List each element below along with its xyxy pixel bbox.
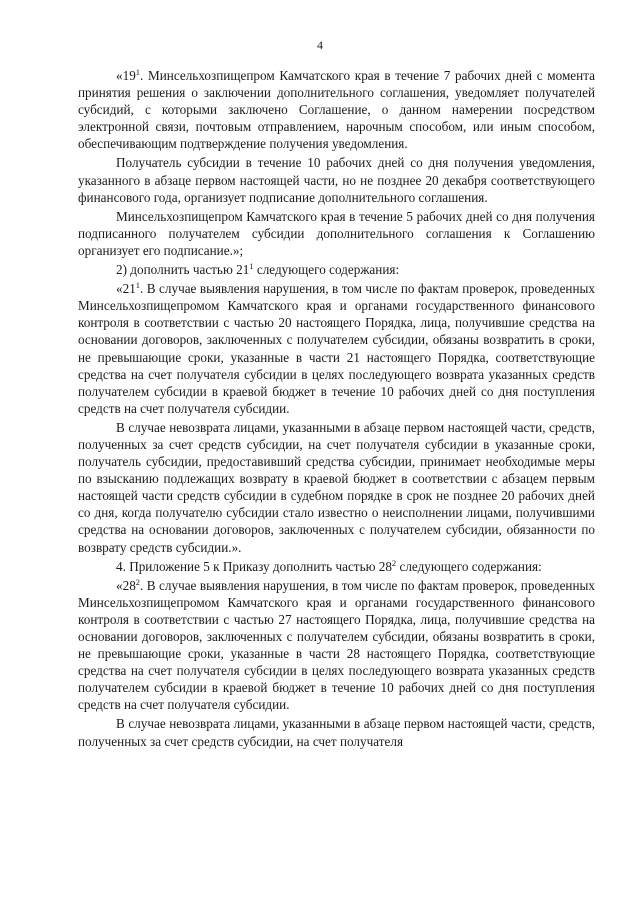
paragraph-appendix-5: 4. Приложение 5 к Приказу дополнить частью $28^2$ следующего содержания: bbox=[116, 557, 542, 574]
paragraph-19-1: «$19^1$. Минсельхозпищепром Камчатского края в течение 7 рабочих дней с момента принятия решения о заключении дополнительного соглашения, уведомляет получателей субсидий, с которыми заключено Соглашение, о данном намерении посредством электронной связи, почтовым отправлением, нарочным способом, или иным способом, обеспечивающим подтверждение получения уведомления. bbox=[78, 67, 595, 152]
paragraph-ministry-signing: Минсельхозпищепром Камчатского края в течение 5 рабочих дней со дня получения подписанного получателем субсидии дополнительного соглашения к Соглашению организует его подписание.»; bbox=[78, 208, 595, 258]
paragraph-28-2: «$28^2$. В случае выявления нарушения, в том числе по фактам проверок, проведенных Минсельхозпищепромом Камчатского края и органами государственного финансового контроля в соответствии с частью 27 настоящего Порядка, лица, получившие средства на основании договоров, заключенных с получателем субсидии, обязаны возвратить в сроки, не превышающие сроки, указанные в части 28 настоящего Порядка, соответствующие средства на счет получателя субсидии в целях последующего возврата указанных средств получателем субсидии в краевой бюджет в течение 10 рабочих дней со дня поступления средств на счет получателя субсидии. bbox=[78, 576, 595, 713]
paragraph-non-return-1: В случае невозврата лицами, указанными в абзаце первом настоящей части, средств, полученных за счет средств субсидии, на счет получателя субсидии в указанные сроки, получатель субсидии, предоставивший средства субсидии, принимает необходимые меры по взысканию подлежащих возврату в краевой бюджет в соответствии с абзацем первым настоящей части средств субсидии в судебном порядке в срок не позднее 20 рабочих дней со дня, когда получателю субсидии стало известно о неисполнении лицами, получившими средства на основании договоров, заключенных с получателем субсидии, обязанности по возврату средств субсидии.». bbox=[78, 419, 595, 555]
paragraph-non-return-2: В случае невозврата лицами, указанными в абзаце первом настоящей части, средств, полученных за счет средств субсидии, на счет получателя bbox=[78, 716, 595, 749]
paragraph-21-1: «$21^1$. В случае выявления нарушения, в том числе по фактам проверок, проведенных Минсельхозпищепромом Камчатского края и органами государственного финансового контроля в соответствии с частью 20 настоящего Порядка, лица, получившие средства на основании договоров, заключенных с получателем субсидии, обязаны возвратить в сроки, не превышающие сроки, указанные в части 21 настоящего Порядка, соответствующие средства на счет получателя субсидии в целях последующего возврата указанных средств получателем субсидии в краевой бюджет в течение 10 рабочих дней со дня поступления средств на счет получателя субсидии. bbox=[78, 280, 595, 416]
paragraph-amend-21-1: 2) дополнить частью $21^1$ следующего содержания: bbox=[116, 261, 400, 278]
page-number: 4 bbox=[317, 38, 323, 52]
document-body bbox=[78, 67, 595, 752]
paragraph-recipient-signing: Получатель субсидии в течение 10 рабочих дней со дня получения уведомления, указанного в абзаце первом настоящей части, но не позднее 20 декабря соответствующего финансового года, организует подписание дополнительного соглашения. bbox=[78, 155, 595, 205]
